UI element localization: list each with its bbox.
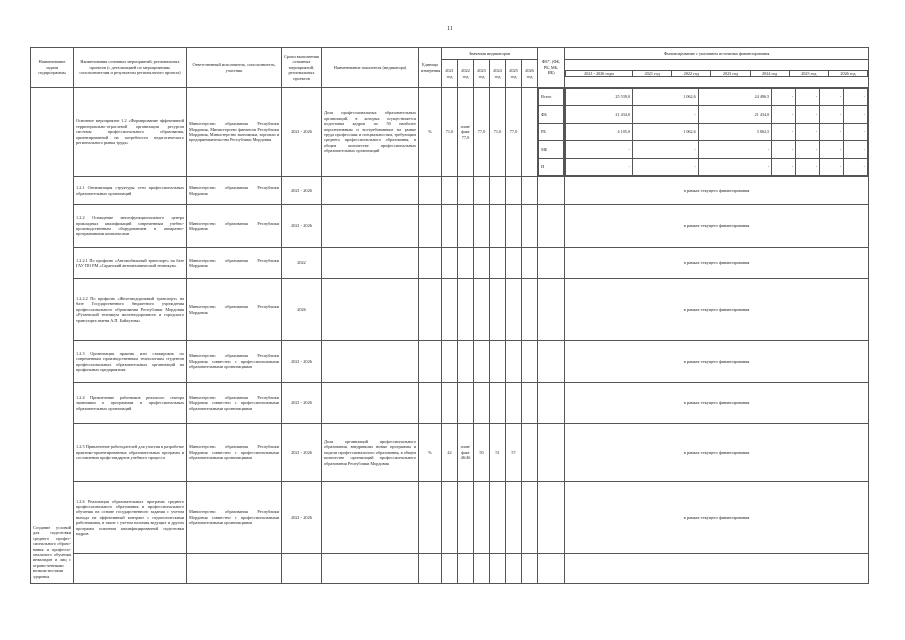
event-responsible: Министерство образования Республики Мордовия совместно с профессиональными образовательными организациями (187, 341, 282, 383)
event-name: 1.2.6 Реализация образовательных программ среднего профессионального образования и профессионального обучения на основе государственного задания с учетом выхода на эффективный контракт с педагогическими работниками, в такие с учетом наличия ведущих и других программ освоения квалифицированной подготовки кадров (74, 482, 187, 554)
page-number: 11 (447, 26, 453, 32)
main-event-value: 71,0 (442, 88, 458, 177)
funding-amount: 24 496,5 (698, 89, 772, 106)
event-funding: в рамках текущего финансирования (565, 279, 869, 341)
event-name: 1.2.2 Оснащение многофункционального центра прикладных квалификаций современным учебно-производственным оборудованием в аппаратно-программными комплексами (74, 205, 187, 248)
event-deadline: 2026 (282, 279, 322, 341)
main-event-name: Основное мероприятие 1.2 «Формирование эффективной территориально-отраслевой организации ресурсов системы профессионального образования, ориентированной на потребности педагогического регионального рынка труда» (74, 88, 187, 177)
funding-amount: - (820, 141, 844, 158)
event-name: 1.2.4 Привлечение работников реального сектора экономики к программам в профессиональных образовательных организаций (74, 383, 187, 424)
funding-amount: - (796, 123, 820, 140)
main-event-unit: % (419, 88, 442, 177)
funding-source: МБ (539, 141, 564, 158)
event-value: 42 (442, 424, 458, 482)
funding-total: 21 434,0 (566, 106, 633, 123)
header-responsible: Ответственный исполнитель, соисполнитель, участник (187, 48, 282, 88)
funding-amount: - (796, 158, 820, 175)
event-name: 1.2.1 Оптимизация структуры сети профессиональных образовательных организаций (74, 177, 187, 205)
fin-year-header: 2026 год (828, 70, 867, 76)
funding-amount: - (633, 106, 699, 123)
main-event-value: план/ факт 77,0 (458, 88, 474, 177)
funding-amount: 1 062,6 (633, 89, 699, 106)
funding-amount: - (772, 141, 796, 158)
funding-amount: - (844, 89, 868, 106)
funding-amount: - (698, 158, 772, 175)
funding-total: 25 539,0 (566, 89, 633, 106)
main-event-value: 77,0 (506, 88, 522, 177)
funding-amount: - (772, 106, 796, 123)
funding-source: Всего (539, 89, 564, 106)
header-year: 2024 год (490, 60, 506, 88)
event-funding: в рамках текущего финансирования (565, 248, 869, 279)
header-target-values: Значения индикаторов (442, 48, 538, 60)
funding-total: - (566, 141, 633, 158)
event-name: 1.2.2.2 По профилю «Железнодорожный транспорт» на базе Государственного бюджетного учреждения профессионального образования Республики Мордовия «Рузаевский техникум железнодорожного и городского транспорта имени А.П. Байкузова» (74, 279, 187, 341)
header-financing: Финансирование с указанием источника финансирования (565, 48, 869, 60)
fin-year-header: 2021 - 2026 годы (566, 70, 633, 76)
main-event-deadline: 2021 - 2026 (282, 88, 322, 177)
event-unit: % (419, 424, 442, 482)
main-event-indicator: Доля профессиональных образовательных организаций, в которых осуществляется подготовка кадров по 50 наиболее перспективным и востребованным на рынке труда профессиям и специальностям, требующим среднего профессионального образования, в общем количестве профессиональных образовательных организаций (322, 88, 419, 177)
event-value (522, 424, 538, 482)
event-funding: в рамках текущего финансирования (565, 341, 869, 383)
event-indicator: Доля организаций профессионального образования, внедривших новые программы и модели профессионального образования, в общем количестве организаций профессионального образования Республики Мордовия (322, 424, 419, 482)
event-responsible: Министерство образования Республики Мордовия совместно с профессиональными образовательными организациями (187, 383, 282, 424)
funding-amount: - (820, 158, 844, 175)
event-value: 51 (490, 424, 506, 482)
fin-year-header: 2025 год (789, 70, 828, 76)
header-indicator: Наименование показателя (индикатора) (322, 48, 419, 88)
fin-year-header: 2021 год (633, 70, 672, 76)
funding-amount: 21 434,0 (698, 106, 772, 123)
event-funding: в рамках текущего финансирования (565, 383, 869, 424)
funding-amount: - (698, 141, 772, 158)
header-year: 2022 год (458, 60, 474, 88)
main-event-value (522, 88, 538, 177)
event-funding: в рамках текущего финансирования (565, 177, 869, 205)
event-deadline: 2021 - 2026 (282, 205, 322, 248)
header-funding-source: ФБ*, (ФБ, РБ, МБ, ИБ) (538, 48, 565, 88)
funding-amount: - (772, 158, 796, 175)
event-responsible: Министерство образования Республики Мордовия (187, 205, 282, 248)
funding-amount: - (844, 141, 868, 158)
event-responsible: Министерство образования Республики Мордовия (187, 177, 282, 205)
funding-amount: 1 062,6 (633, 123, 699, 140)
header-deadlines: Сроки выполнения основных мероприятий, региональных проектов (282, 48, 322, 88)
main-event-value: 71,0 (490, 88, 506, 177)
funding-amount: - (796, 106, 820, 123)
header-year: 2021 год (442, 60, 458, 88)
event-value: 50 (474, 424, 490, 482)
funding-amount: - (820, 123, 844, 140)
event-funding: в рамках текущего финансирования (565, 424, 869, 482)
event-name: 1.2.2.1 По профилю «Автомобильный транспорт» на базе ГАУ ПО РМ «Саранский автомеханический техникум» (74, 248, 187, 279)
event-funding: в рамках текущего финансирования (565, 205, 869, 248)
event-deadline: 2021 - 2026 (282, 177, 322, 205)
funding-amount: - (820, 89, 844, 106)
funding-amount: - (772, 89, 796, 106)
header-unit: Единица измерения (419, 48, 442, 88)
task-cell: Создание условий для подготовки среднего профес-сионального образо-вания и професси-онального обучения инвалидов и лиц с ограни-ченными возмож-ностями здоровья (31, 88, 74, 584)
event-deadline: 2021 - 2026 (282, 383, 322, 424)
event-responsible: Министерство образования Республики Мордовия (187, 279, 282, 341)
event-name: 1.2.3 Организация практик или стажировок по современным производственным технологиям студентов профессиональных образовательных организаций на профильных предприятиях (74, 341, 187, 383)
event-name: 1.2.5 Привлечение работодателей для участия в разработке практико-ориентированных образовательных программ и составлении профстандартов учебного процесса (74, 424, 187, 482)
funding-source: РБ (539, 123, 564, 140)
financing-years-header (565, 70, 868, 77)
event-responsible: Министерство образования Республики Мордовия (187, 248, 282, 279)
funding-amount: - (796, 141, 820, 158)
event-funding: в рамках текущего финансирования (565, 482, 869, 554)
fin-year-header: 2024 год (750, 70, 789, 76)
header-year: 2026 год (522, 60, 538, 88)
fin-year-header: 2023 год (711, 70, 750, 76)
funding-amount: - (772, 123, 796, 140)
header-year: 2025 год (506, 60, 522, 88)
main-event-value: 77,0 (474, 88, 490, 177)
fin-year-header: 2022 год (672, 70, 711, 76)
funding-amount: - (844, 123, 868, 140)
funding-amount: - (844, 106, 868, 123)
event-deadline: 2021 - 2026 (282, 341, 322, 383)
funding-total: 4 105,0 (566, 123, 633, 140)
event-responsible: Министерство образования Республики Мордовия совместно с профессиональными образовательными организациями (187, 482, 282, 554)
program-table (30, 47, 869, 584)
funding-source: ФБ (539, 106, 564, 123)
event-deadline: 2021 - 2026 (282, 482, 322, 554)
funding-amounts-cell (565, 88, 869, 177)
funding-source: И (539, 158, 564, 175)
event-deadline: 2022 (282, 248, 322, 279)
event-responsible: Министерство образования Республики Мордовия совместно с профессиональными образовательными организациями (187, 424, 282, 482)
funding-source-cell (538, 88, 565, 177)
event-value: 57 (506, 424, 522, 482)
header-task: Наименование задачи подпрограммы (31, 48, 74, 88)
event-deadline: 2021 - 2026 (282, 424, 322, 482)
funding-amount: - (633, 141, 699, 158)
funding-amount: - (844, 158, 868, 175)
header-year: 2023 год (474, 60, 490, 88)
funding-amount: - (820, 106, 844, 123)
funding-total: - (566, 158, 633, 175)
header-event: Наименования основных мероприятий, региональных проектов (с детализацией по мероприятиям, соисполнителям и результатам регионального проекта) (74, 48, 187, 88)
event-value: план/ факт 46/46 (458, 424, 474, 482)
funding-amount: - (633, 158, 699, 175)
main-event-responsible: Министерство образования Республики Мордовия, Министерство финансов Республики Мордовия, Министерство экономики, торговли и предпринимательства Республики Мордовия (187, 88, 282, 177)
funding-amount: - (796, 89, 820, 106)
funding-amount: 3 062,5 (698, 123, 772, 140)
